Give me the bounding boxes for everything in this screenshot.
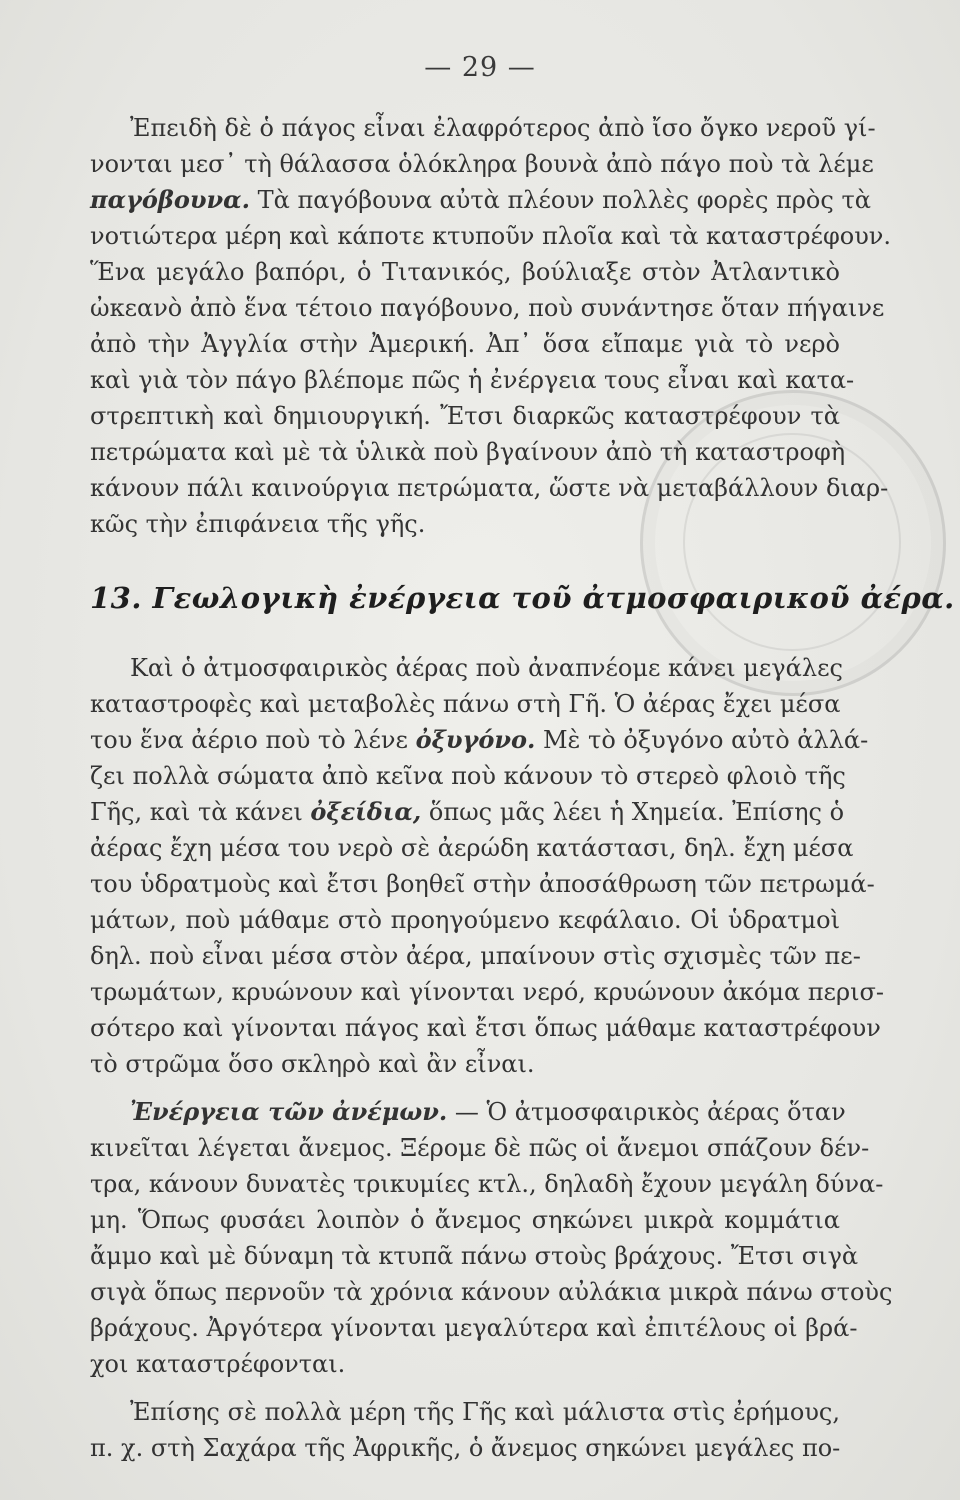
paragraph-atmosphere: [90, 650, 884, 1082]
text-line: καὶ γιὰ τὸν πάγο βλέπομε πῶς ἡ ἐνέργεια τους εἶναι καὶ κατα-: [90, 366, 855, 394]
bold-term: ὀξυγόνο.: [415, 725, 536, 754]
text-line: ἀέρας ἔχη μέσα του νερὸ σὲ ἀερώδη κατάστασι, δηλ. ἔχη μέσα: [90, 834, 854, 862]
text-line: του ὑδρατμοὺς καὶ ἔτσι βοηθεῖ στὴν ἀποσάθρωση τῶν πετρωμά-: [90, 870, 875, 898]
text-line: χοι καταστρέφονται.: [90, 1350, 346, 1378]
bold-term: ὀξείδια,: [310, 797, 422, 826]
text-line: ἀπὸ τὴν Ἀγγλία στὴν Ἀμερική. Ἀπ᾿ ὅσα εἴπαμε γιὰ τὸ νερὸ: [90, 330, 840, 358]
text-line: ἄμμο καὶ μὲ δύναμη τὰ κτυπᾶ πάνω στοὺς βράχους. Ἔτσι σιγὰ: [90, 1242, 859, 1270]
text-line: τρα, κάνουν δυνατὲς τρικυμίες κτλ., δηλαδὴ ἔχουν μεγάλη δύνα-: [90, 1170, 884, 1198]
text-line: βράχους. Ἀργότερα γίνονται μεγαλύτερα καὶ ἐπιτέλους οἱ βρά-: [90, 1314, 858, 1342]
page-body: [90, 110, 955, 1466]
text-line: νονται μεσ᾿ τὴ θάλασσα ὁλόκληρα βουνὰ ἀπὸ πάγο ποὺ τὰ λέμε: [90, 150, 874, 178]
text-line: κάνουν πάλι καινούργια πετρώματα, ὥστε νὰ μεταβάλλουν διαρ-: [90, 474, 889, 502]
text-line: Ἕνα μεγάλο βαπόρι, ὁ Τιτανικός, βούλιαξε στὸν Ἀτλαντικὸ: [90, 258, 840, 286]
text-line: παγόβουνα. Τὰ παγόβουνα αὐτὰ πλέουν πολλὲς φορὲς πρὸς τὰ: [90, 185, 871, 214]
text-line: π. χ. στὴ Σαχάρα τῆς Ἀφρικῆς, ὁ ἄνεμος σηκώνει μεγάλες πο-: [90, 1434, 841, 1462]
text-line: Καὶ ὁ ἀτμοσφαιρικὸς ἀέρας ποὺ ἀναπνέομε κάνει μεγάλες: [130, 654, 843, 682]
text-line: ζει πολλὰ σώματα ἀπὸ κεῖνα ποὺ κάνουν τὸ στερεὸ φλοιὸ τῆς: [90, 762, 846, 790]
section-heading: 13. Γεωλογικὴ ἐνέργεια τοῦ ἀτμοσφαιρικοῦ ἀέρα.: [90, 581, 955, 615]
text-line: Γῆς, καὶ τὰ κάνει ὀξείδια, ὅπως μᾶς λέει ἡ Χημεία. Ἐπίσης ὁ: [90, 797, 845, 826]
paragraph-icebergs: [90, 110, 892, 542]
text-line: κῶς τὴν ἐπιφάνεια τῆς γῆς.: [90, 510, 426, 538]
bold-term: Ἐνέργεια τῶν ἀνέμων.: [130, 1097, 448, 1126]
text-line: σιγὰ ὅπως περνοῦν τὰ χρόνια κάνουν αὐλάκια μικρὰ πάνω στοὺς: [90, 1278, 893, 1306]
text-line: καταστροφὲς καὶ μεταβολὲς πάνω στὴ Γῆ. Ὁ ἀέρας ἔχει μέσα: [90, 690, 841, 718]
text-line: μη. Ὅπως φυσάει λοιπὸν ὁ ἄνεμος σηκώνει μικρὰ κομμάτια: [90, 1206, 840, 1234]
text-line: δηλ. ποὺ εἶναι μέσα στὸν ἀέρα, μπαίνουν στὶς σχισμὲς τῶν πε-: [90, 942, 861, 970]
text-line: νοτιώτερα μέρη καὶ κάποτε κτυποῦν πλοῖα καὶ τὰ καταστρέφουν.: [90, 222, 892, 250]
text-line: τρωμάτων, κρυώνουν καὶ γίνονται νερό, κρυώνουν ἀκόμα περισ-: [90, 978, 884, 1006]
text-line: Ἐνέργεια τῶν ἀνέμων. — Ὁ ἀτμοσφαιρικὸς ἀέρας ὅταν: [130, 1097, 846, 1126]
text-line: κινεῖται λέγεται ἄνεμος. Ξέρομε δὲ πῶς οἱ ἄνεμοι σπάζουν δέν-: [90, 1134, 870, 1162]
page-number: — 29 —: [424, 52, 536, 83]
text-line: πετρώματα καὶ μὲ τὰ ὑλικὰ ποὺ βγαίνουν ἀπὸ τὴ καταστροφὴ: [90, 438, 846, 466]
text-line: στρεπτικὴ καὶ δημιουργική. Ἔτσι διαρκῶς καταστρέφουν τὰ: [90, 402, 840, 430]
text-line: Ἐπίσης σὲ πολλὰ μέρη τῆς Γῆς καὶ μάλιστα στὶς ἐρήμους,: [130, 1398, 840, 1426]
paragraph-deserts: [90, 1394, 840, 1466]
text-line: μάτων, ποὺ μάθαμε στὸ προηγούμενο κεφάλαιο. Οἱ ὑδρατμοὶ: [90, 906, 840, 934]
text-line: τὸ στρῶμα ὅσο σκληρὸ καὶ ἂν εἶναι.: [90, 1050, 535, 1078]
text-line: ὠκεανὸ ἀπὸ ἕνα τέτοιο παγόβουνο, ποὺ συνάντησε ὅταν πήγαινε: [90, 294, 885, 322]
text-line: του ἕνα ἀέριο ποὺ τὸ λένε ὀξυγόνο. Μὲ τὸ ὀξυγόνο αὐτὸ ἀλλά-: [90, 725, 869, 754]
paragraph-winds: [90, 1094, 893, 1382]
bold-term: παγόβουνα.: [90, 185, 250, 214]
text-line: Ἐπειδὴ δὲ ὁ πάγος εἶναι ἐλαφρότερος ἀπὸ ἴσο ὄγκο νεροῦ γί-: [130, 114, 876, 142]
text-line: σότερο καὶ γίνονται πάγος καὶ ἔτσι ὅπως μάθαμε καταστρέφουν: [90, 1014, 881, 1042]
